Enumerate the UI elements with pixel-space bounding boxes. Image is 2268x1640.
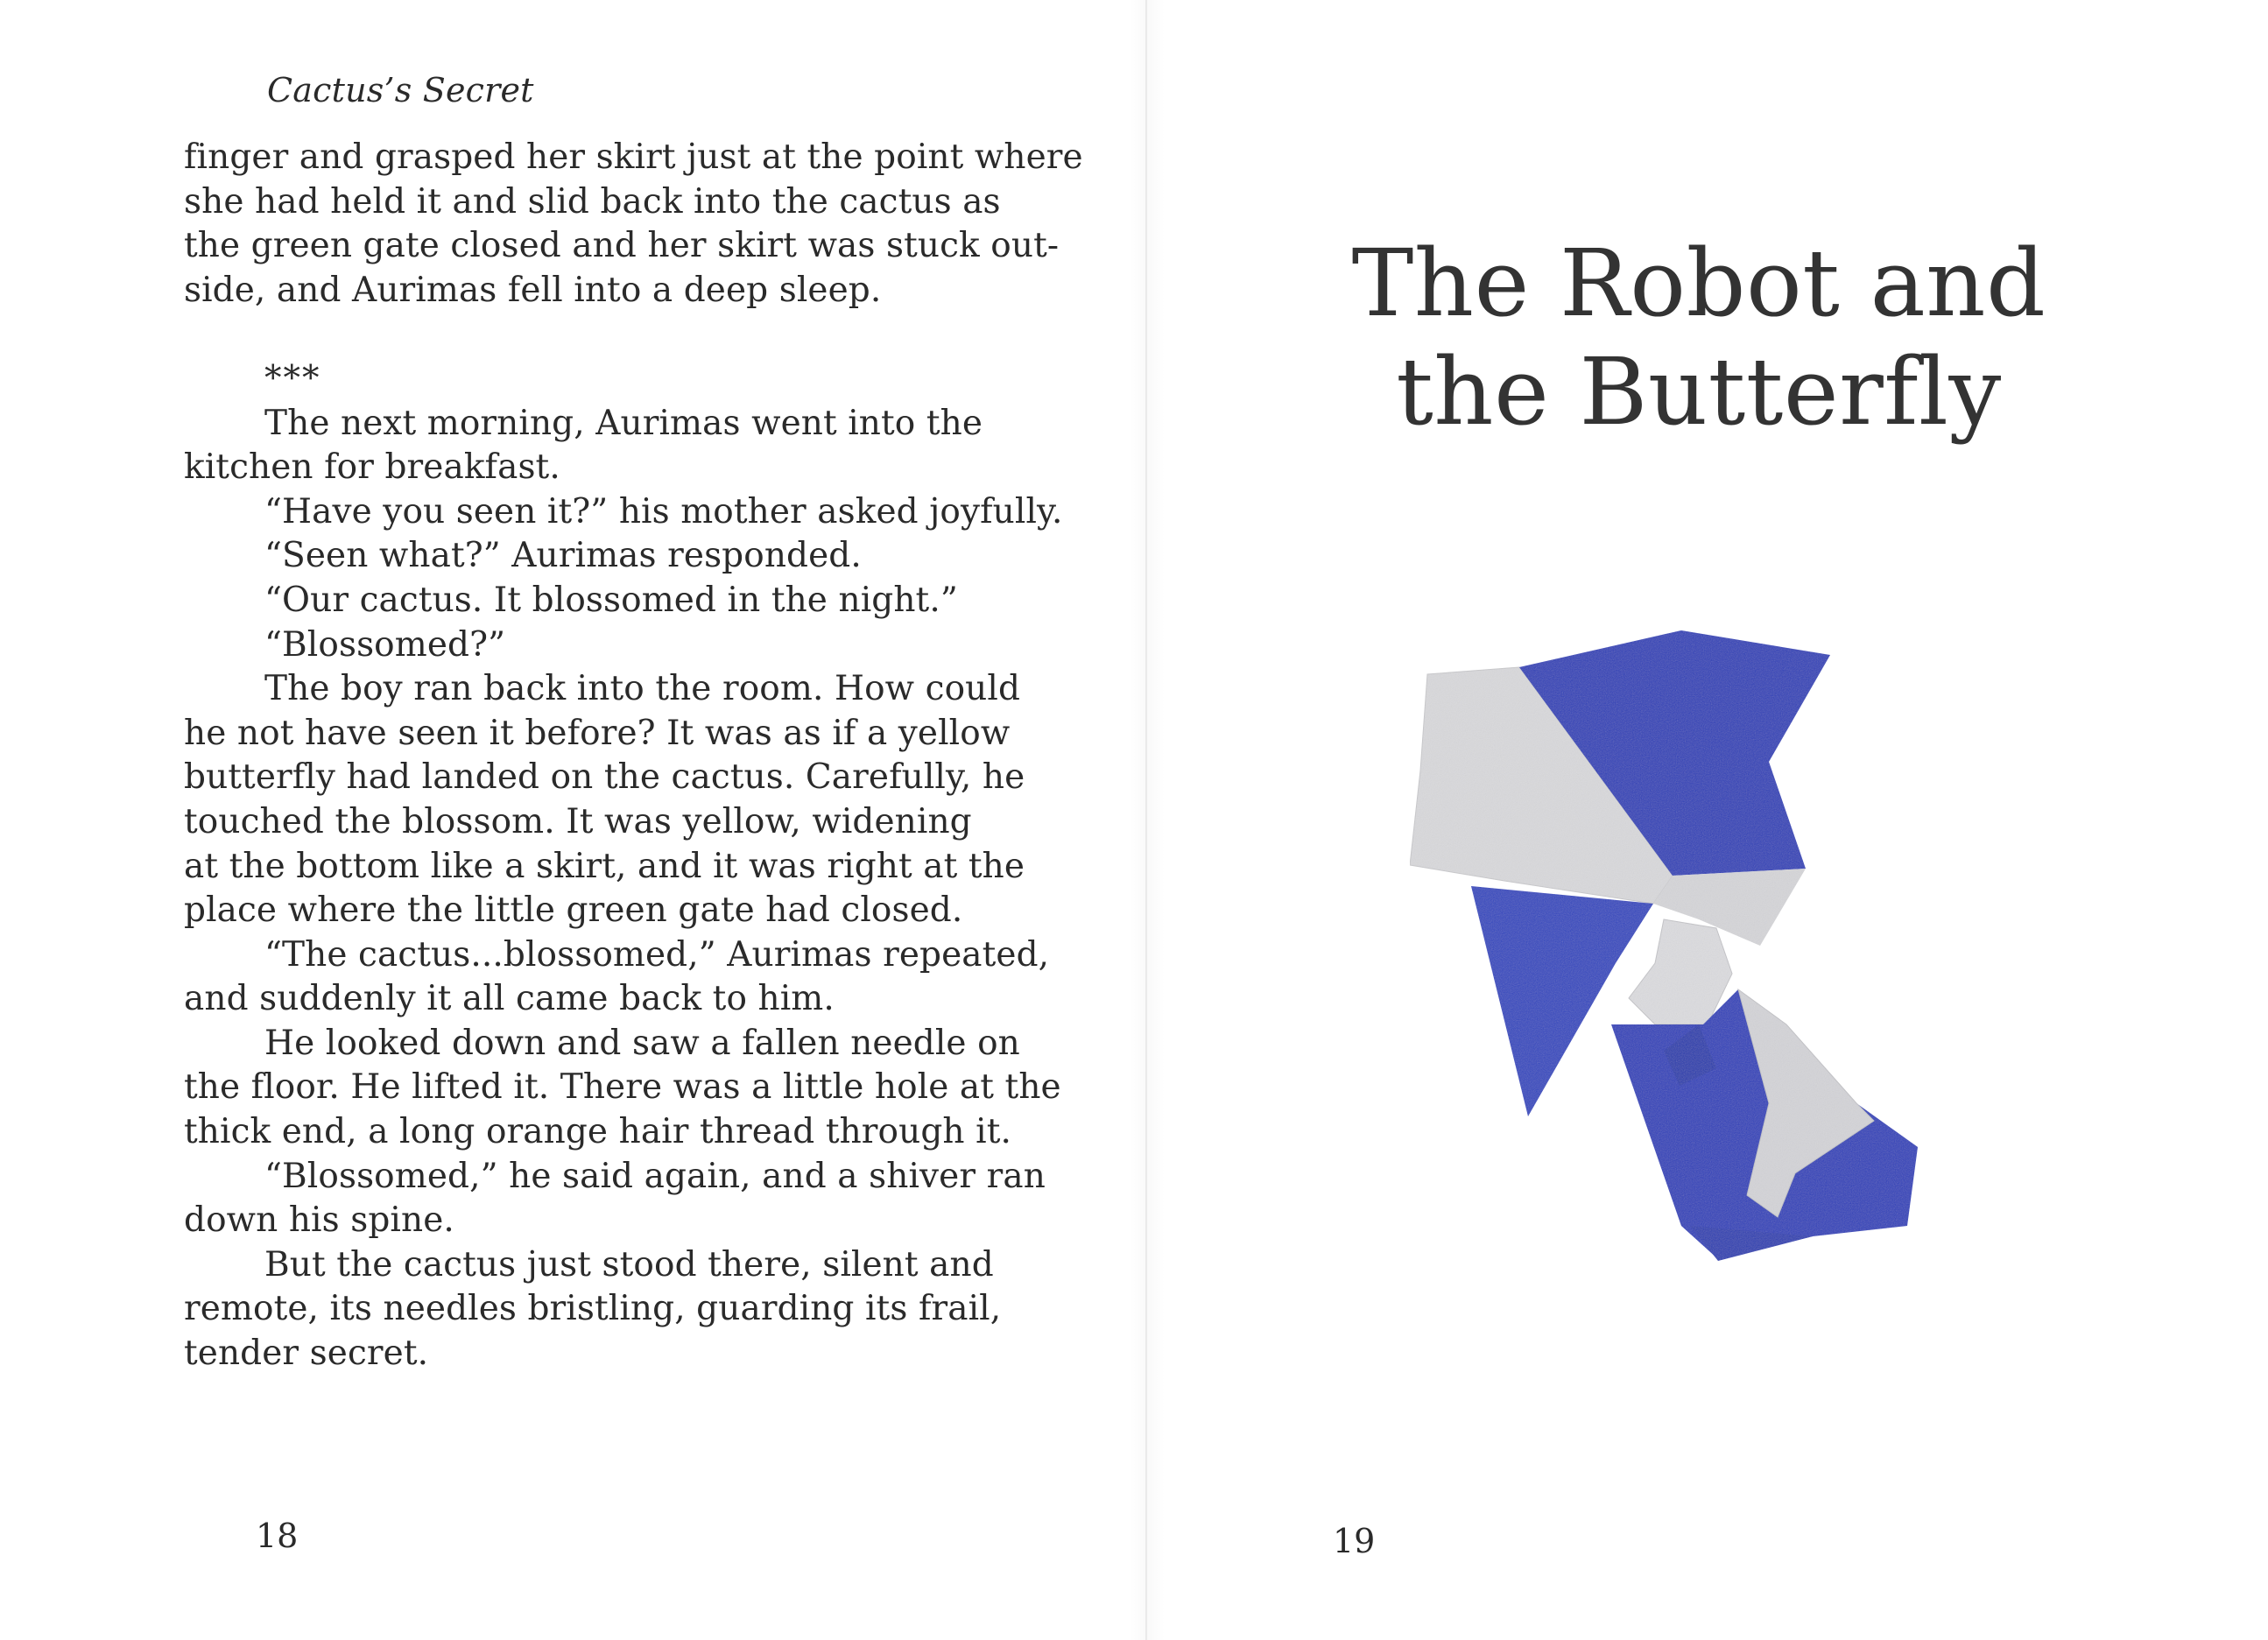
text-line: and suddenly it all came back to him. bbox=[184, 979, 835, 1019]
section-break: *** bbox=[264, 358, 321, 398]
text-line: finger and grasped her skirt just at the point where bbox=[184, 137, 1083, 177]
text-line: butterfly had landed on the cactus. Carefully, he bbox=[184, 757, 1025, 798]
gutter-shadow bbox=[1130, 0, 1165, 1640]
silver-body-piece bbox=[1629, 919, 1732, 1024]
text-line: he not have seen it before? It was as if a yellow bbox=[184, 713, 1011, 753]
text-line: at the bottom like a skirt, and it was right at the bbox=[184, 846, 1025, 886]
text-line: touched the blossom. It was yellow, widening bbox=[184, 801, 972, 841]
text-line: “Our cactus. It blossomed in the night.” bbox=[264, 580, 958, 620]
page-number-left: 18 bbox=[256, 1517, 299, 1555]
chapter-title-line-2: the Butterfly bbox=[1396, 338, 2002, 446]
text-line: remote, its needles bristling, guarding its frail, bbox=[184, 1289, 1002, 1329]
text-line bbox=[184, 313, 1068, 357]
text-line: the floor. He lifted it. There was a little hole at the bbox=[184, 1067, 1061, 1108]
blue-wing-piece-lower-left bbox=[1471, 886, 1653, 1116]
text-line: “Blossomed,” he said again, and a shiver ran bbox=[264, 1156, 1046, 1196]
text-line: she had held it and slid back into the cactus as bbox=[184, 181, 1001, 222]
text-line: The boy ran back into the room. How could bbox=[264, 669, 1021, 709]
butterfly-collage-illustration bbox=[1401, 613, 1997, 1278]
text-line: thick end, a long orange hair thread through it. bbox=[184, 1112, 1011, 1152]
running-head: Cactus’s Secret bbox=[267, 71, 534, 109]
text-line: But the cactus just stood there, silent and bbox=[264, 1244, 994, 1285]
text-line: “Have you seen it?” his mother asked joyfully. bbox=[264, 491, 1063, 531]
text-line: “Seen what?” Aurimas responded. bbox=[264, 536, 862, 576]
text-line: The next morning, Aurimas went into the bbox=[264, 403, 983, 443]
chapter-title bbox=[1261, 229, 2137, 447]
book-gutter bbox=[1145, 0, 1147, 1640]
text-line: kitchen for breakfast. bbox=[184, 447, 560, 488]
text-line: He looked down and saw a fallen needle on bbox=[264, 1023, 1020, 1063]
chapter-title-line-1: The Robot and bbox=[1351, 229, 2046, 337]
text-line: place where the little green gate had closed. bbox=[184, 890, 963, 931]
text-line: the green gate closed and her skirt was stuck out- bbox=[184, 226, 1060, 266]
text-line: tender secret. bbox=[184, 1334, 429, 1374]
text-line: down his spine. bbox=[184, 1200, 454, 1241]
text-line: “Blossomed?” bbox=[264, 624, 506, 665]
body-text bbox=[184, 136, 1083, 1376]
text-line: “The cactus...blossomed,” Aurimas repeated, bbox=[264, 934, 1050, 975]
page-number-right: 19 bbox=[1333, 1522, 1376, 1560]
text-line: side, and Aurimas fell into a deep sleep. bbox=[184, 270, 882, 310]
